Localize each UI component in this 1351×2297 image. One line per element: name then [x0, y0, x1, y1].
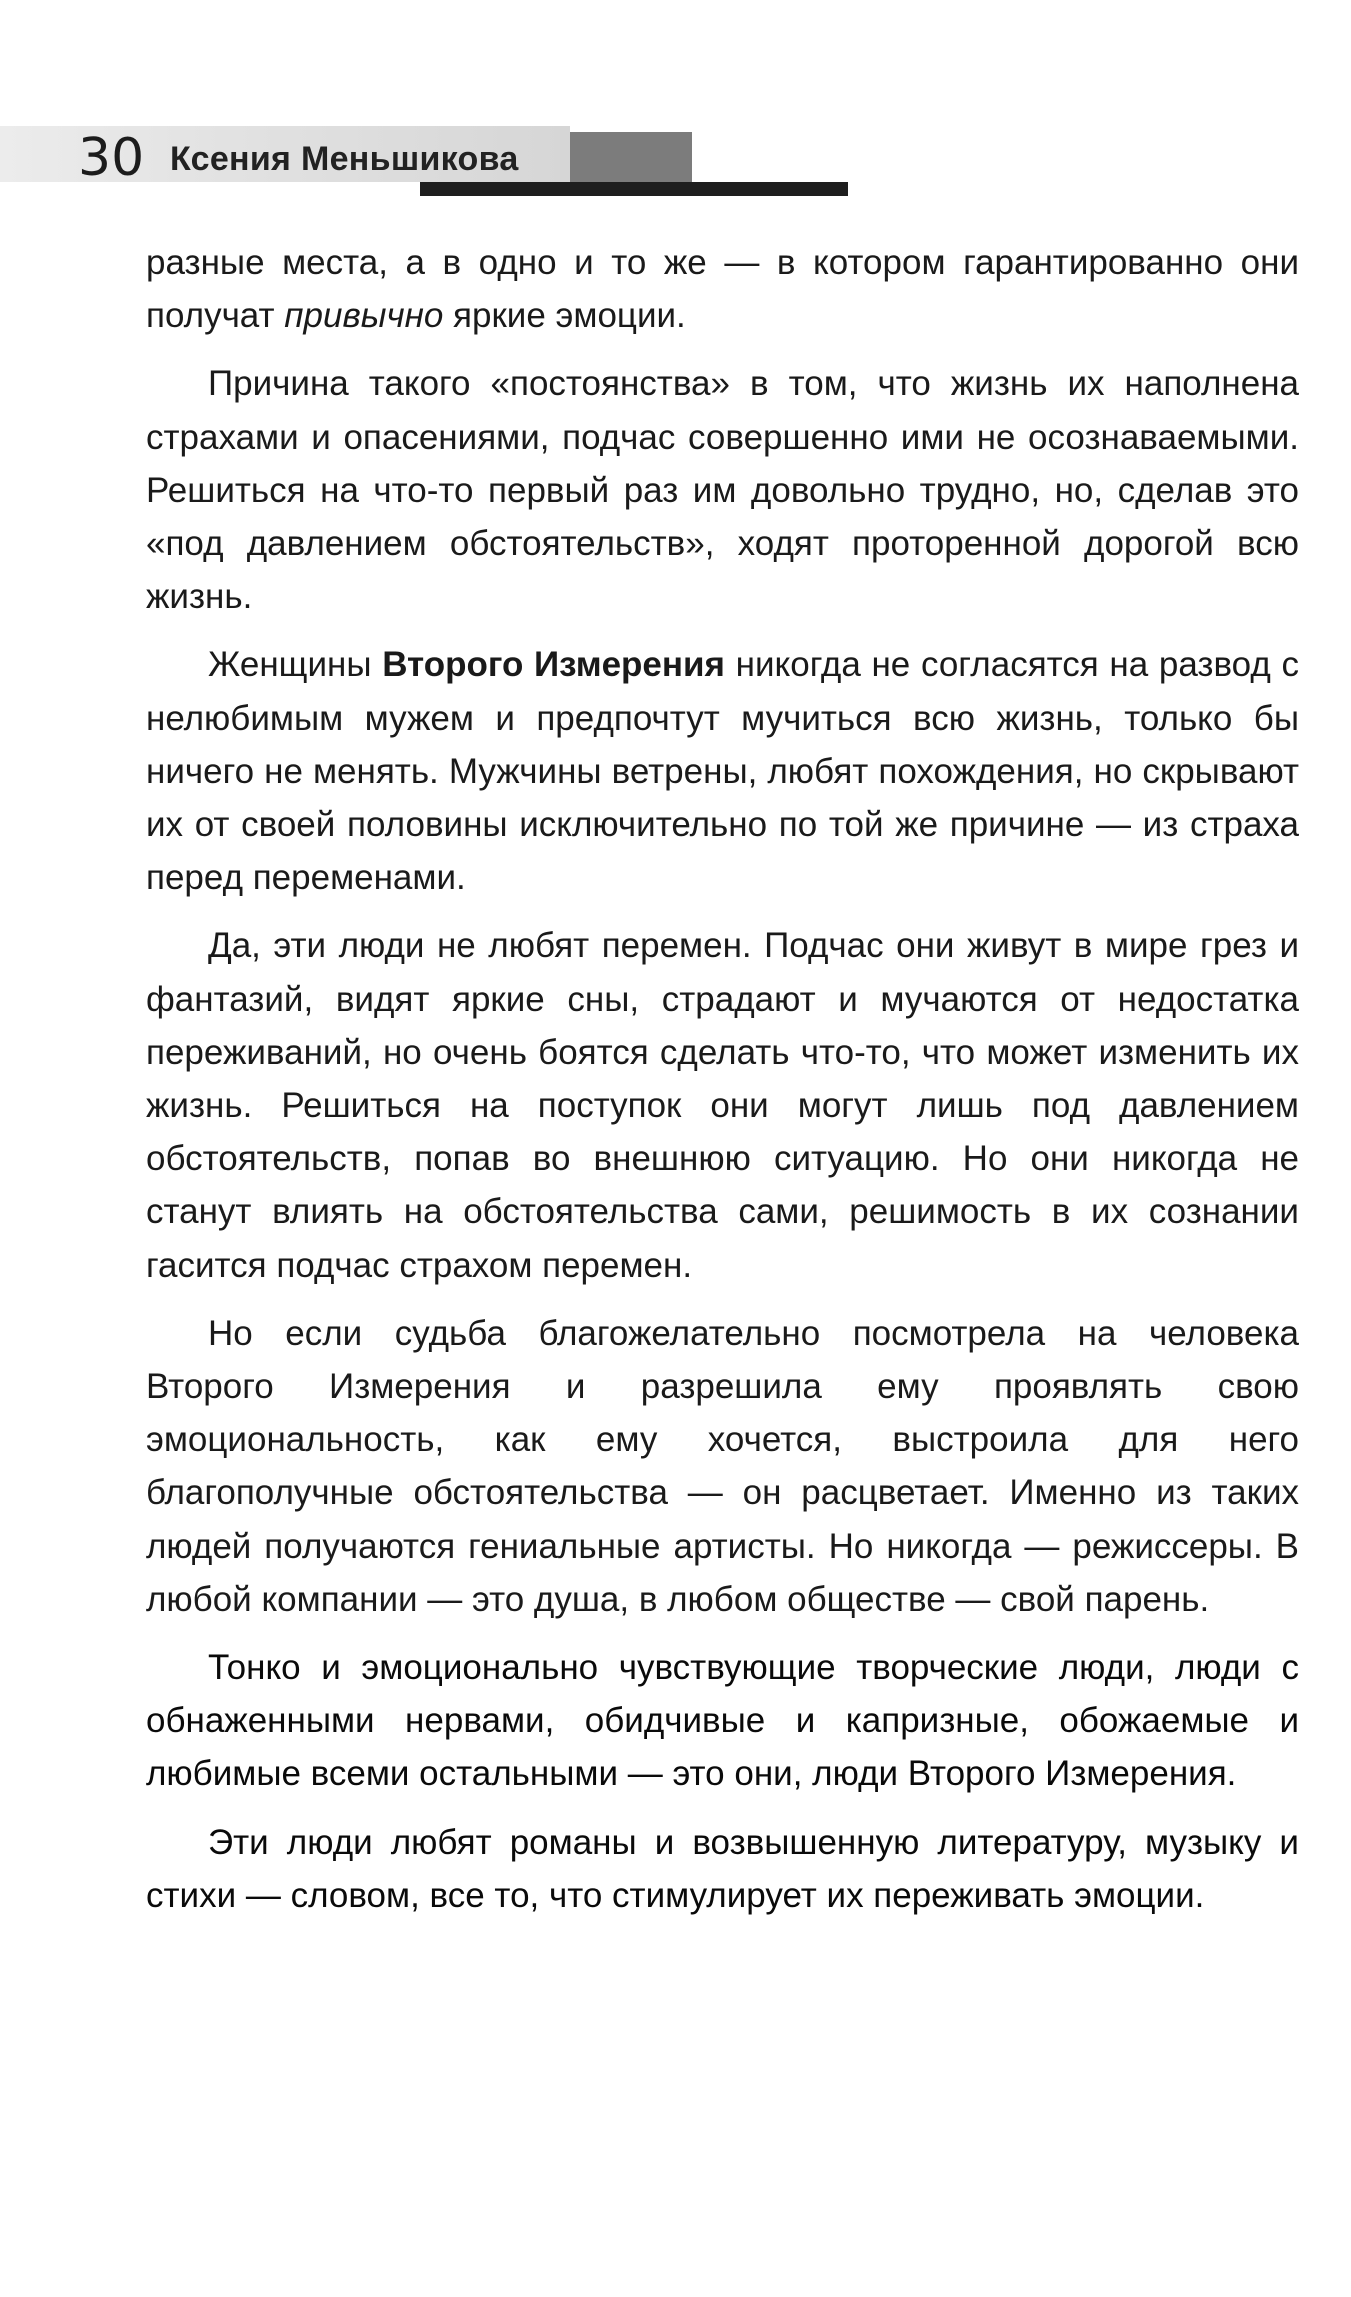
- body-text: [146, 236, 1299, 1937]
- paragraph: Но если судьба благожелательно посмотрела на человека Второго Измерения и разрешила ему проявлять свою эмоциональность, как ему хочется, выстроила для него благополучные обстоятельства — он расцветает. Именно из таких людей получаются гениальные артисты. Но никогда — режиссеры. В любой компании — это душа, в любом обществе — свой парень.: [146, 1313, 1299, 1619]
- text-run: разные места, а в одно и то же — в котором гарантированно они получат: [146, 243, 1299, 336]
- header-dark-block: [570, 132, 692, 188]
- paragraph: Тонко и эмоционально чувствующие творческие люди, люди с обнаженными нервами, обидчивые и капризные, обожаемые и любимые всеми остальными — это они, люди Второго Измерения.: [146, 1648, 1299, 1794]
- text-run: яркие эмоции.: [443, 296, 686, 336]
- bold-text: Второго Измерения: [382, 645, 725, 685]
- paragraph: Причина такого «постоянства» в том, что жизнь их наполнена страхами и опасениями, подчас совершенно ими не осознаваемыми. Решиться на что-то первый раз им довольно трудно, но, сделав это «под давлением обстоятельств», ходят проторенной дорогой всю жизнь.: [146, 364, 1299, 617]
- paragraph: Да, эти люди не любят перемен. Подчас они живут в мире грез и фантазий, видят яркие сны, страдают и мучаются от недостатка переживаний, но очень боятся сделать что-то, что может изменить их жизнь. Решиться на поступок они могут лишь под давлением обстоятельств, попав во внешнюю ситуацию. Но они никогда не станут влиять на обстоятельства сами, решимость в их сознании гасится подчас страхом перемен.: [146, 926, 1299, 1285]
- paragraph: Эти люди любят романы и возвышенную литературу, музыку и стихи — словом, все то, что стимулирует их переживать эмоции.: [146, 1822, 1299, 1915]
- italic-text: привычно: [284, 296, 444, 336]
- running-header: [0, 126, 850, 206]
- page-number: 30: [78, 128, 145, 188]
- header-rule: [420, 182, 848, 196]
- paragraph: [146, 236, 1299, 342]
- paragraph: [146, 638, 1299, 904]
- text-run: никогда не согласятся на развод с нелюбимым мужем и предпочтут мучиться всю жизнь, только бы ничего не менять. Мужчины ветрены, любят похождения, но скрывают их от своей половины исключительно по той же причине — из страха перед переменами.: [146, 645, 1299, 898]
- running-title: Ксения Меньшикова: [170, 140, 519, 178]
- text-run: Женщины: [208, 645, 383, 685]
